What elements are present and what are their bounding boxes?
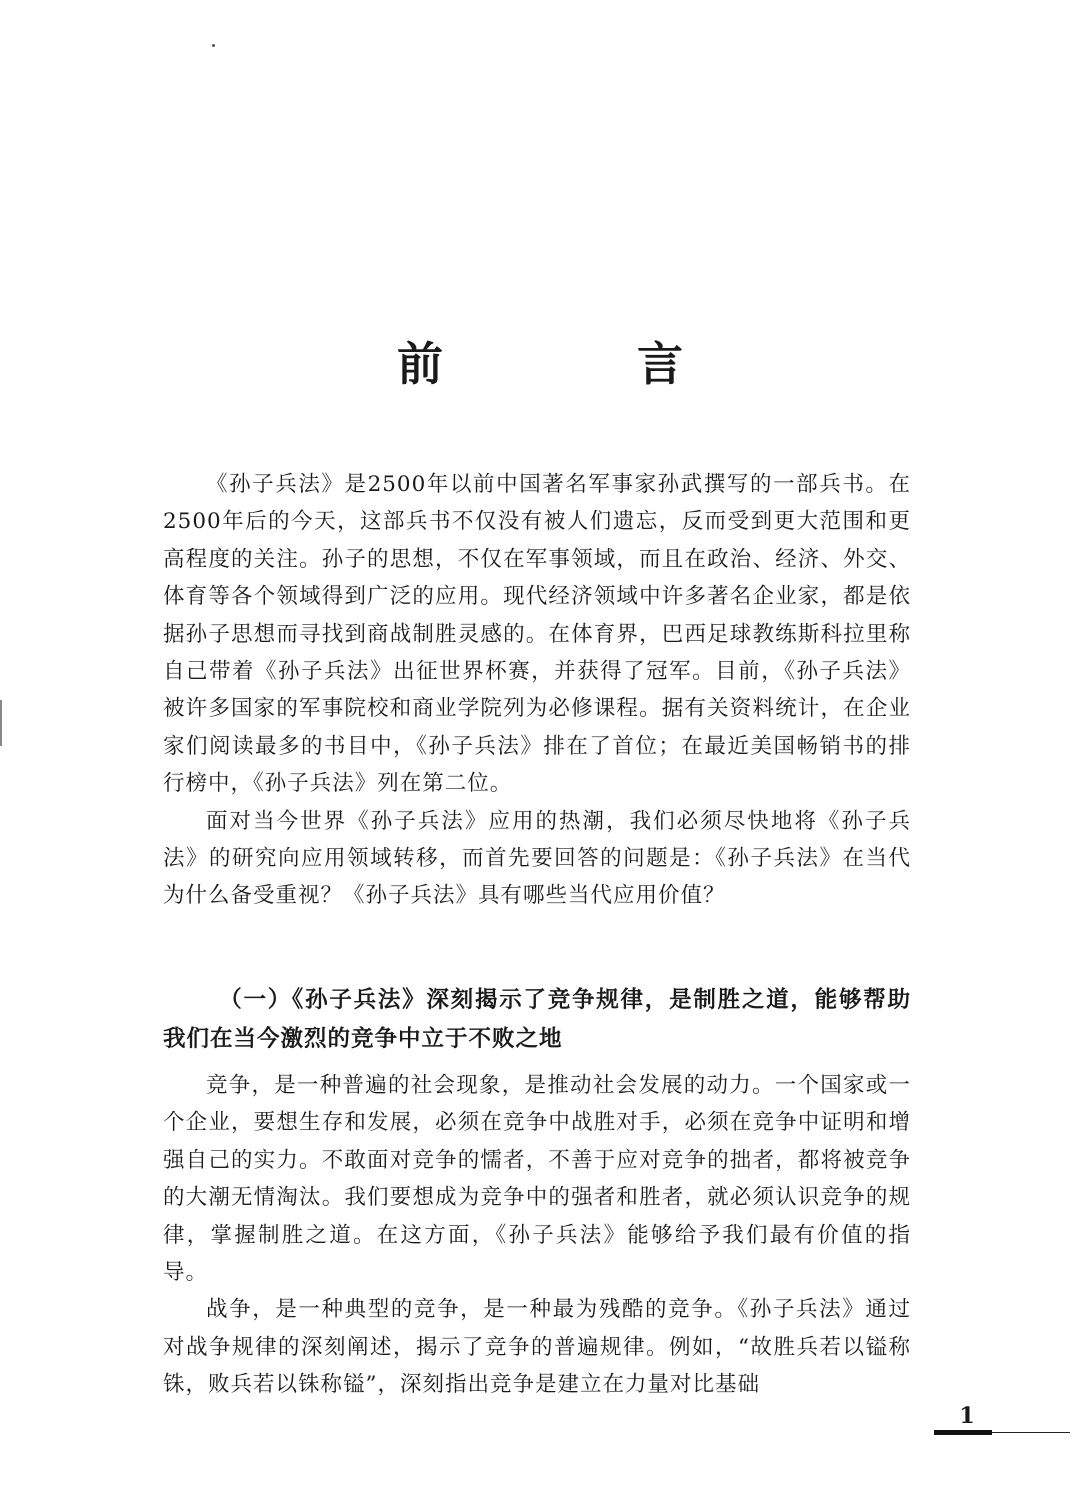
section-text (163, 1067, 911, 1404)
intro-paragraph-2: 面对当今世界《孙子兵法》应用的热潮，我们必须尽快地将《孙子兵法》的研究向应用领域转移，而首先要回答的问题是：《孙子兵法》在当代为什么备受重视？《孙子兵法》具有哪些当代应用价值？ (163, 808, 911, 909)
intro-paragraph-1: 《孙子兵法》是2500年以前中国著名军事家孙武撰写的一部兵书。在2500年后的今天，这部兵书不仅没有被人们遗忘，反而受到更大范围和更高程度的关注。孙子的思想，不仅在军事领域，而且在政治、经济、外交、体育等各个领域得到广泛的应用。现代经济领域中许多著名企业家，都是依据孙子思想而寻找到商战制胜灵感的。在体育界，巴西足球教练斯科拉里称自己带着《孙子兵法》出征世界杯赛，并获得了冠军。目前，《孙子兵法》被许多国家的军事院校和商业学院列为必修课程。据有关资料统计，在企业家们阅读最多的书目中，《孙子兵法》排在了首位；在最近美国畅销书的排行榜中，《孙子兵法》列在第二位。 (163, 472, 911, 797)
section-heading: （一）《孙子兵法》深刻揭示了竞争规律，是制胜之道，能够帮助我们在当今激烈的竞争中立于不败之地 (163, 987, 911, 1052)
page-number: 1 (959, 1403, 975, 1429)
page-number-rule-thin (992, 1432, 1070, 1433)
section-paragraph-2: 战争，是一种典型的竞争，是一种最为残酷的竞争。《孙子兵法》通过对战争规律的深刻阐述，揭示了竞争的普遍规律。例如，“故胜兵若以镒称铢，败兵若以铢称镒”，深刻指出竞争是建立在力量对比基础 (163, 1297, 911, 1398)
page-title: 前 言 (397, 337, 757, 391)
section-paragraph-1: 竞争，是一种普遍的社会现象，是推动社会发展的动力。一个国家或一个企业，要想生存和发展，必须在竞争中战胜对手，必须在竞争中证明和增强自己的实力。不敢面对竞争的懦者，不善于应对竞争的拙者，都将被竞争的大潮无情淘汰。我们要想成为竞争中的强者和胜者，就必须认识竞争的规律，掌握制胜之道。在这方面，《孙子兵法》能够给予我们最有价值的指导。 (163, 1073, 911, 1286)
scan-edge-mark (0, 700, 2, 746)
scan-speck (212, 44, 215, 47)
intro-text (163, 466, 911, 915)
page-number-rule-thick (934, 1430, 992, 1435)
